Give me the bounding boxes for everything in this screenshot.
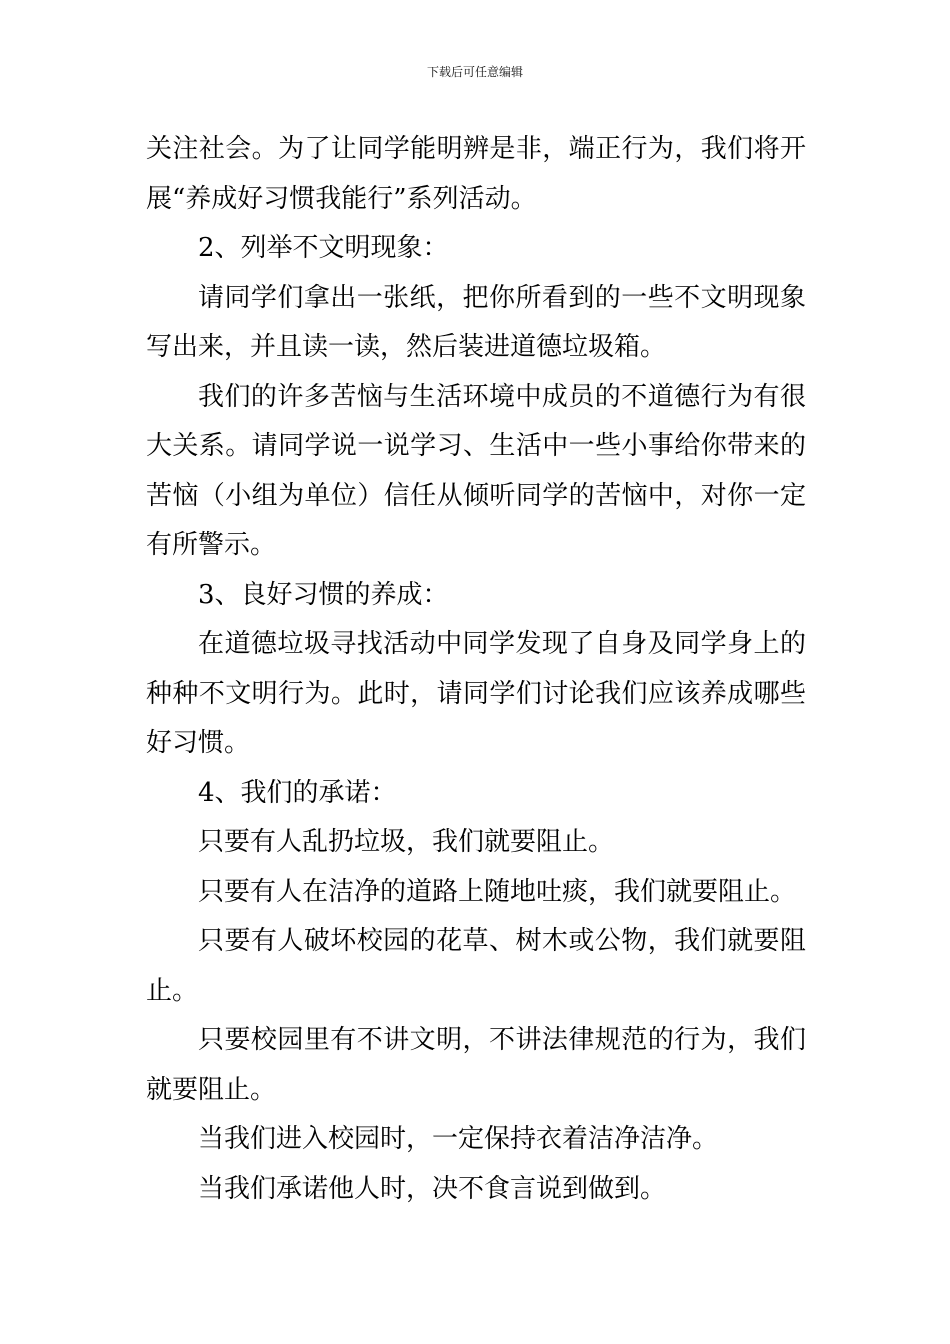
paragraph-4: 我们的许多苦恼与生活环境中成员的不道德行为有很大关系。请同学说一说学习、生活中一些小事给你带来的苦恼（小组为单位）信任从倾听同学的苦恼中，对你一定有所警示。 bbox=[146, 381, 806, 560]
paragraph-12: 当我们进入校园时，一定保持衣着洁净洁净。 bbox=[198, 1124, 719, 1154]
paragraph-2: 2、列举不文明现象： bbox=[198, 233, 449, 263]
paragraph-3: 请同学们拿出一张纸，把你所看到的一些不文明现象写出来，并且读一读，然后装进道德垃圾箱。 bbox=[146, 282, 806, 362]
paragraph-13: 当我们承诺他人时，决不食言说到做到。 bbox=[198, 1173, 667, 1204]
paragraph-6: 在道德垃圾寻找活动中同学发现了自身及同学身上的种种不文明行为。此时，请同学们讨论我们应该养成哪些好习惯。 bbox=[146, 629, 806, 758]
paragraph-8: 只要有人乱扔垃圾，我们就要阻止。 bbox=[198, 827, 615, 857]
paragraph-5: 3、良好习惯的养成： bbox=[198, 579, 449, 610]
paragraph-9: 只要有人在洁净的道路上随地吐痰，我们就要阻止。 bbox=[198, 876, 797, 907]
paragraph-7: 4、我们的承诺： bbox=[198, 777, 397, 808]
paragraph-1: 关注社会。为了让同学能明辨是非，端正行为，我们将开展“养成好习惯我能行”系列活动。 bbox=[146, 134, 806, 214]
page-header-note: 下载后可任意编辑 bbox=[426, 65, 523, 79]
paragraph-11: 只要校园里有不讲文明，不讲法律规范的行为，我们就要阻止。 bbox=[146, 1025, 806, 1105]
paragraph-10: 只要有人破坏校园的花草、树木或公物，我们就要阻止。 bbox=[146, 926, 806, 1006]
document-body bbox=[146, 125, 806, 1214]
